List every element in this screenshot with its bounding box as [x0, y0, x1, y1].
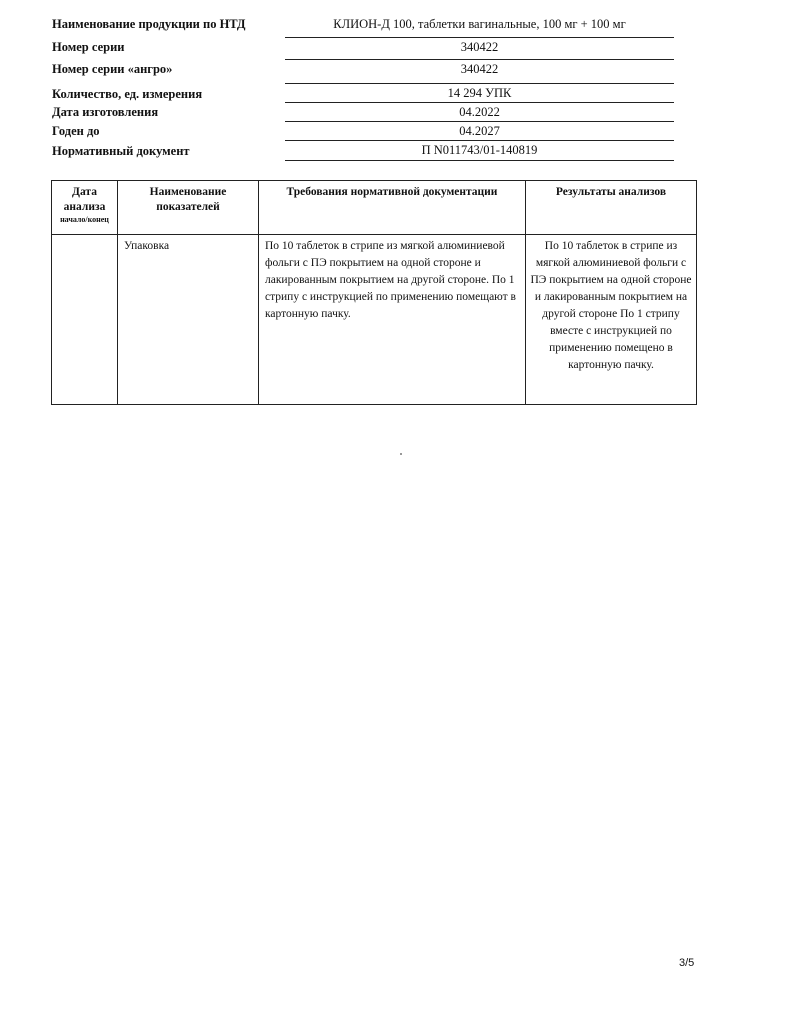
- cell-requirements: По 10 таблеток в стрипе из мягкой алюминиевой фольги с ПЭ покрытием на одной стороне и лакированным покрытием на другой стороне. По 1 стрипу с инструкцией по применению помещают в картонную пачку.: [259, 235, 526, 405]
- normative-doc-label: Нормативный документ: [52, 144, 190, 158]
- quantity-label: Количество, ед. измерения: [52, 87, 203, 101]
- series-number-label: Номер серии: [52, 40, 125, 54]
- table-row: [52, 235, 697, 405]
- series-number-value: 340422: [460, 40, 499, 54]
- header-date-sub: начало/конец: [60, 215, 109, 224]
- value-underline: [285, 83, 674, 84]
- expiry-label: Годен до: [52, 124, 100, 138]
- quantity-value: 14 294 УПК: [447, 86, 512, 100]
- cell-results: По 10 таблеток в стрипе из мягкой алюминиевой фольги с ПЭ покрытием на одной стороне и лакированным покрытием на другой стороне По 1 стрипу вместе с инструкцией по применению помещено в картонную пачку.: [526, 235, 697, 405]
- header-indicator-name: Наименование показателей: [118, 181, 259, 235]
- header-requirements: Требования нормативной документации: [259, 181, 526, 235]
- angro-series-label: Номер серии «ангро»: [52, 62, 173, 76]
- expiry-value: 04.2027: [459, 124, 500, 138]
- header-results: Результаты анализов: [526, 181, 697, 235]
- product-name-label: Наименование продукции по НТД: [52, 17, 246, 31]
- manufacture-date-value: 04.2022: [459, 105, 500, 119]
- value-underline: [285, 37, 674, 38]
- cell-indicator-name: Упаковка: [118, 235, 259, 405]
- manufacture-date-label: Дата изготовления: [52, 105, 159, 119]
- header-date-label: Дата анализа: [63, 186, 106, 213]
- header-date: [52, 181, 118, 235]
- value-underline: [285, 140, 674, 141]
- analysis-table: [51, 180, 697, 405]
- cell-date: [52, 235, 118, 405]
- angro-series-value: 340422: [460, 62, 499, 76]
- scan-speck: [400, 453, 402, 455]
- table-header-row: [52, 181, 697, 235]
- product-name-value: КЛИОН-Д 100, таблетки вагинальные, 100 мг + 100 мг: [333, 17, 626, 31]
- normative-doc-value: П N011743/01-140819: [421, 143, 538, 157]
- value-underline: [285, 160, 674, 161]
- value-underline: [285, 121, 674, 122]
- page-number: 3/5: [679, 957, 695, 969]
- value-underline: [285, 59, 674, 60]
- value-underline: [285, 102, 674, 103]
